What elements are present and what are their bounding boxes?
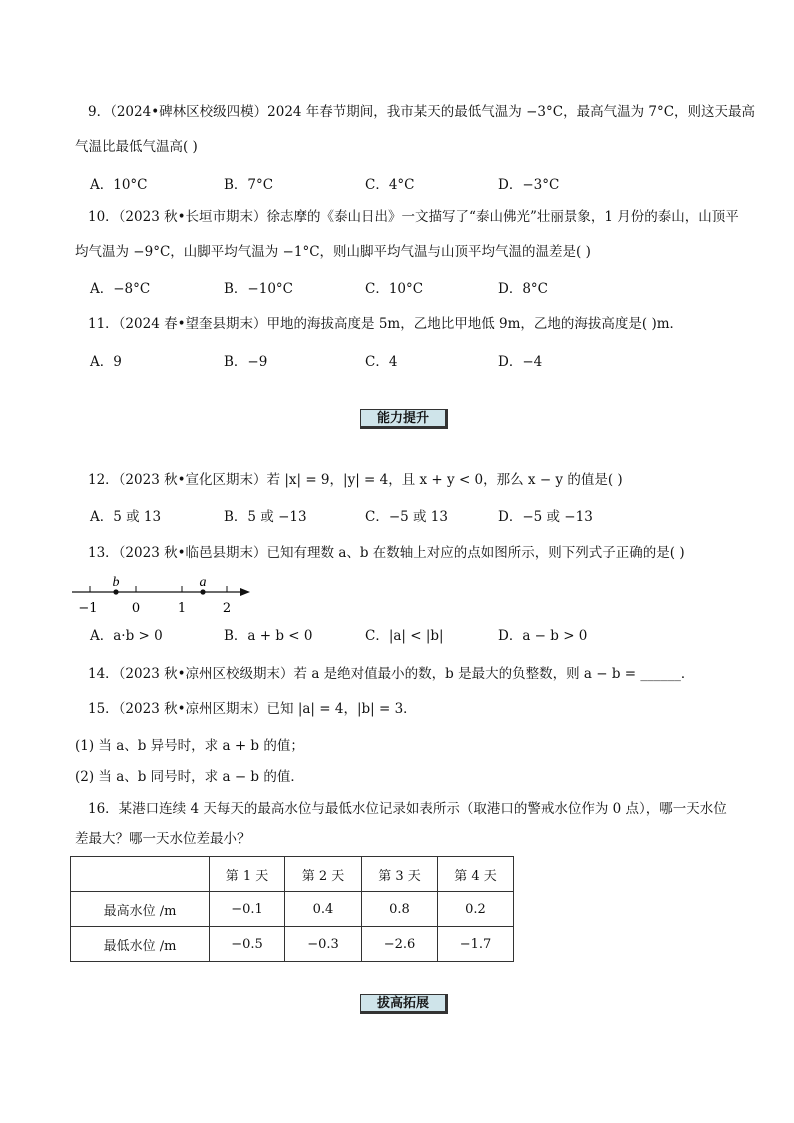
question-11-option-d: D．−4 <box>498 354 543 370</box>
question-13-line-1: 13．（2023 秋•临邑县期末）已知有理数 a、b 在数轴上对应的点如图所示，则下列式子正确的是( ) <box>88 545 685 561</box>
table-cell: 0.8 <box>362 892 438 927</box>
question-12-option-a: A．5 或 13 <box>90 509 162 525</box>
question-9-option-c: C．4°C <box>365 177 415 193</box>
table-cell: −2.6 <box>362 927 438 962</box>
section-title-extension: 拔高拓展 <box>360 994 448 1014</box>
tick-label-1: 1 <box>177 601 187 616</box>
question-15-part-1: (1) 当 a、b 异号时，求 a + b 的值； <box>75 738 304 754</box>
question-9-option-d: D．−3°C <box>498 177 560 193</box>
question-9-option-b: B．7°C <box>224 177 274 193</box>
table-header-cell: 第 3 天 <box>362 857 438 892</box>
question-13-option-a: A．a·b > 0 <box>90 628 163 644</box>
table-cell: 最低水位 /m <box>71 927 210 962</box>
tick-label-2: 2 <box>222 601 232 616</box>
table-header-cell: 第 1 天 <box>210 857 285 892</box>
question-9-line-1: 9．（2024•碑林区校级四模）2024 年春节期间，我市某天的最低气温为 −3°C，最高气温为 7°C，则这天最高 <box>88 104 756 120</box>
table-header-row <box>71 857 514 892</box>
question-10-line-1: 10．（2023 秋•长垣市期末）徐志摩的《泰山日出》一文描写了“泰山佛光”壮丽景象，1 月份的泰山，山顶平 <box>88 209 739 225</box>
table-cell: −0.1 <box>210 892 285 927</box>
question-13-option-d: D．a − b > 0 <box>498 628 588 644</box>
question-13-option-b: B．a + b < 0 <box>224 628 313 644</box>
question-16-line-2: 差最大？哪一天水位差最小？ <box>75 831 251 847</box>
question-10-option-b: B．−10°C <box>224 281 293 297</box>
table-row <box>71 927 514 962</box>
water-level-table <box>70 856 514 962</box>
point-b <box>113 589 118 594</box>
question-11-option-b: B．−9 <box>224 354 268 370</box>
number-line-figure <box>70 574 260 616</box>
table-cell: 最高水位 /m <box>71 892 210 927</box>
question-11-option-c: C．4 <box>365 354 398 370</box>
question-10-option-c: C．10°C <box>365 281 424 297</box>
question-13-option-c: C．|a| < |b| <box>365 628 444 644</box>
question-10-option-a: A．−8°C <box>90 281 151 297</box>
question-10-line-2: 均气温为 −9°C，山脚平均气温为 −1°C，则山脚平均气温与山顶平均气温的温差是( ) <box>75 244 591 260</box>
question-12-option-b: B．5 或 −13 <box>224 509 307 525</box>
question-12-option-d: D．−5 或 −13 <box>498 509 593 525</box>
question-11-line-1: 11．（2024 春•望奎县期末）甲地的海拔高度是 5m，乙地比甲地低 9m，乙地的海拔高度是( )m． <box>88 316 684 332</box>
question-9-option-a: A．10°C <box>90 177 148 193</box>
point-a <box>200 589 205 594</box>
question-14-line-1: 14．（2023 秋•凉州区校级期末）若 a 是绝对值最小的数，b 是最大的负整数，则 a − b = ______． <box>88 666 695 682</box>
question-15-line-1: 15．（2023 秋•凉州区期末）已知 |a| = 4，|b| = 3． <box>88 701 417 717</box>
tick-label-0: 0 <box>131 601 141 616</box>
question-12-option-c: C．−5 或 13 <box>365 509 448 525</box>
question-9-line-2: 气温比最低气温高( ) <box>75 139 198 155</box>
question-15-part-2: (2) 当 a、b 同号时，求 a − b 的值． <box>75 769 304 785</box>
number-line-arrow <box>240 588 250 596</box>
table-header-cell: 第 2 天 <box>285 857 362 892</box>
point-a-label: a <box>199 575 207 590</box>
question-16-line-1: 16．某港口连续 4 天每天的最高水位与最低水位记录如表所示（取港口的警戒水位作为 0 点），哪一天水位 <box>88 801 727 817</box>
table-row <box>71 892 514 927</box>
tick-label-minus-1: −1 <box>78 601 98 616</box>
table-cell: −0.3 <box>285 927 362 962</box>
table-cell: 0.4 <box>285 892 362 927</box>
table-cell: −1.7 <box>438 927 514 962</box>
point-b-label: b <box>112 575 120 590</box>
table-header-cell: 第 4 天 <box>438 857 514 892</box>
question-11-option-a: A．9 <box>90 354 122 370</box>
table-cell: 0.2 <box>438 892 514 927</box>
table-cell: −0.5 <box>210 927 285 962</box>
table-header-cell <box>71 857 210 892</box>
section-title-ability: 能力提升 <box>360 409 448 429</box>
question-10-option-d: D．8°C <box>498 281 548 297</box>
question-12-line-1: 12．（2023 秋•宣化区期末）若 |x| = 9，|y| = 4，且 x + y < 0，那么 x − y 的值是( ) <box>88 472 623 488</box>
